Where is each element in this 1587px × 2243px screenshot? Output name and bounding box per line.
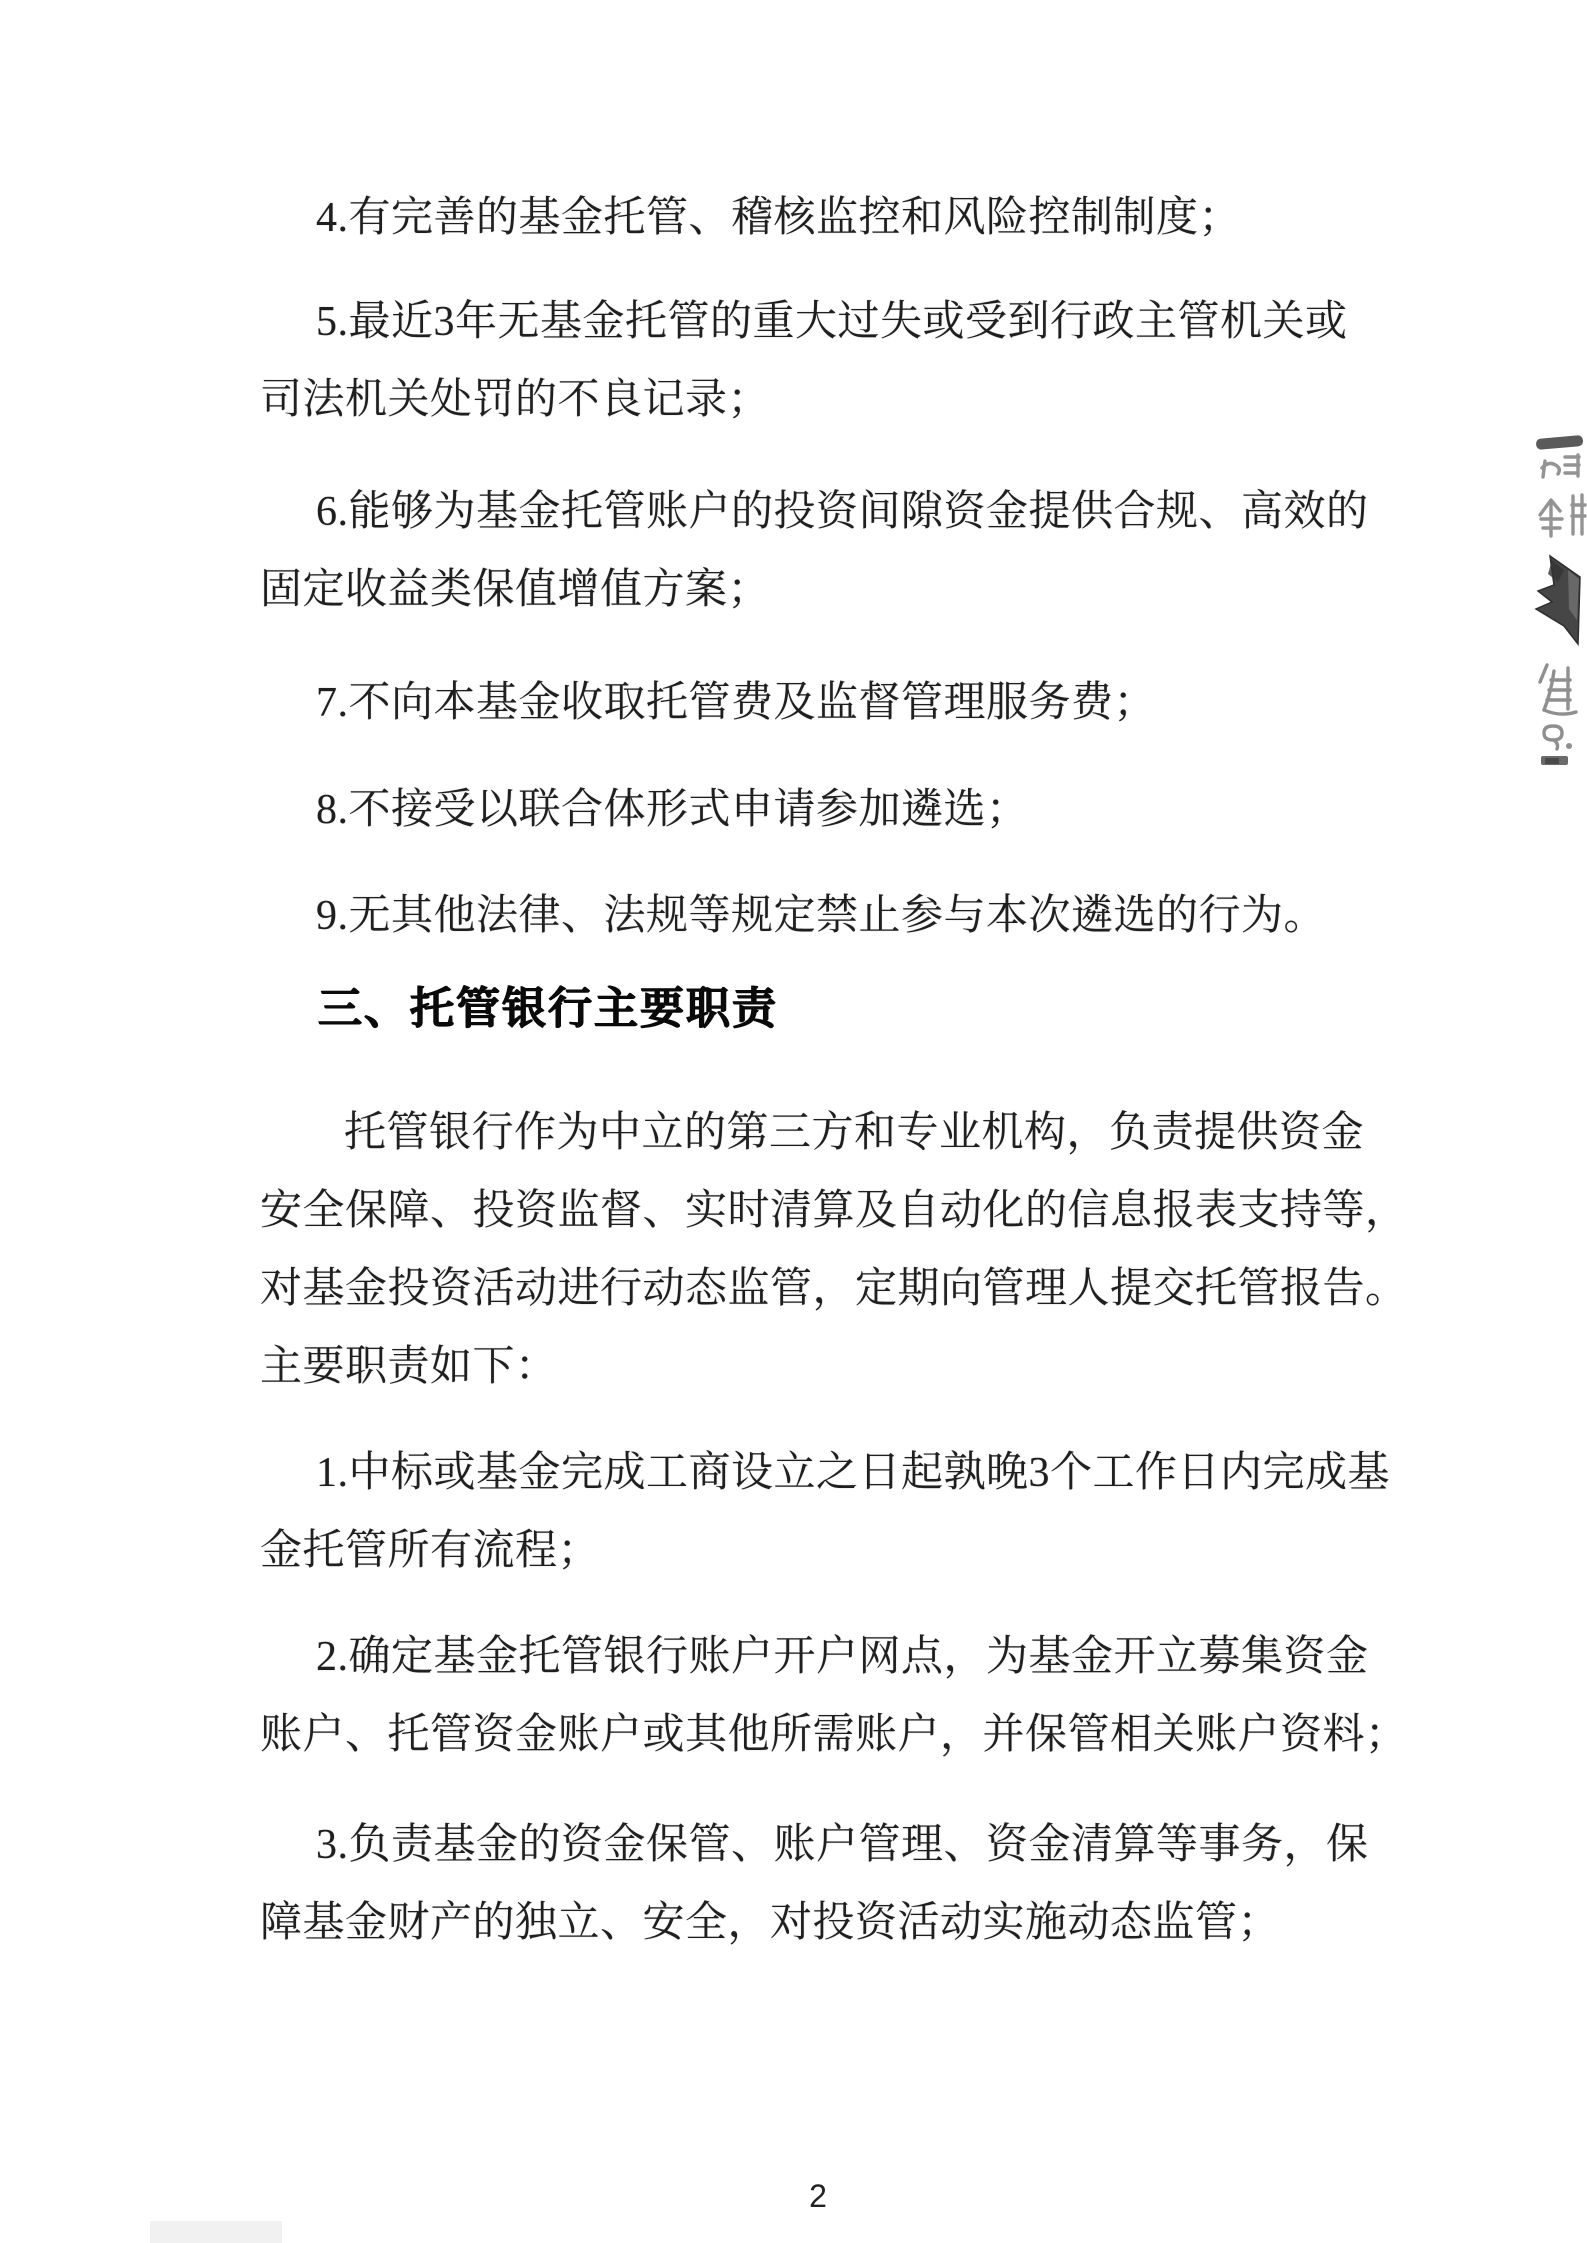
paragraph-duty-2 xyxy=(260,1618,1450,1774)
paragraph-item-4 xyxy=(260,179,1450,257)
text-line: 金托管所有流程； xyxy=(260,1528,601,1574)
text-line: 安全保障、投资监督、实时清算及自动化的信息报表支持等， xyxy=(260,1188,1408,1234)
paragraph-duty-3 xyxy=(260,1806,1450,1962)
text-line: 6.能够为基金托管账户的投资间隙资金提供合规、高效的 xyxy=(316,489,1369,535)
paragraph-item-5 xyxy=(260,283,1450,439)
paragraph-item-9 xyxy=(260,877,1450,955)
text-line: 5.最近3年无基金托管的重大过失或受到行政主管机关或 xyxy=(316,299,1348,345)
text-line: 7.不向本基金收取托管费及监督管理服务费； xyxy=(316,680,1157,726)
scan-artifact xyxy=(150,2221,282,2243)
text-line: 2.确定基金托管银行账户开户网点，为基金开立募集资金 xyxy=(316,1634,1369,1680)
stamp-arrow-mark xyxy=(1528,548,1587,648)
text-line: 账户、托管资金账户或其他所需账户，并保管相关账户资料； xyxy=(260,1712,1408,1758)
text-line: 主要职责如下： xyxy=(260,1344,558,1390)
paragraph-duty-1 xyxy=(260,1434,1450,1590)
paragraph-item-8 xyxy=(260,771,1450,849)
handwriting-mark-top xyxy=(1518,428,1587,543)
page-number: 2 xyxy=(809,2178,827,2214)
text-line: 3.负责基金的资金保管、账户管理、资金清算等事务，保 xyxy=(316,1822,1369,1868)
text-line: 托管银行作为中立的第三方和专业机构，负责提供资金 xyxy=(344,1110,1365,1156)
text-line: 固定收益类保值增值方案； xyxy=(260,567,771,613)
text-line: 9.无其他法律、法规等规定禁止参与本次遴选的行为。 xyxy=(316,893,1327,939)
text-line: 1.中标或基金完成工商设立之日起孰晚3个工作日内完成基 xyxy=(316,1450,1391,1496)
text-line: 对基金投资活动进行动态监管，定期向管理人提交托管报告。 xyxy=(260,1266,1408,1312)
text-line: 司法机关处罚的不良记录； xyxy=(260,377,771,423)
text-line: 8.不接受以联合体形式申请参加遴选； xyxy=(316,787,1029,833)
paragraph-item-6 xyxy=(260,473,1450,629)
paragraph-intro xyxy=(260,1094,1450,1406)
text-line: 4.有完善的基金托管、稽核监控和风险控制制度； xyxy=(316,195,1242,241)
handwriting-mark-bottom xyxy=(1532,658,1587,770)
document-body xyxy=(260,179,1450,1962)
paragraph-item-7 xyxy=(260,664,1450,742)
text-line: 障基金财产的独立、安全，对投资活动实施动态监管； xyxy=(260,1900,1281,1946)
section-heading: 三、托管银行主要职责 xyxy=(318,984,778,1033)
